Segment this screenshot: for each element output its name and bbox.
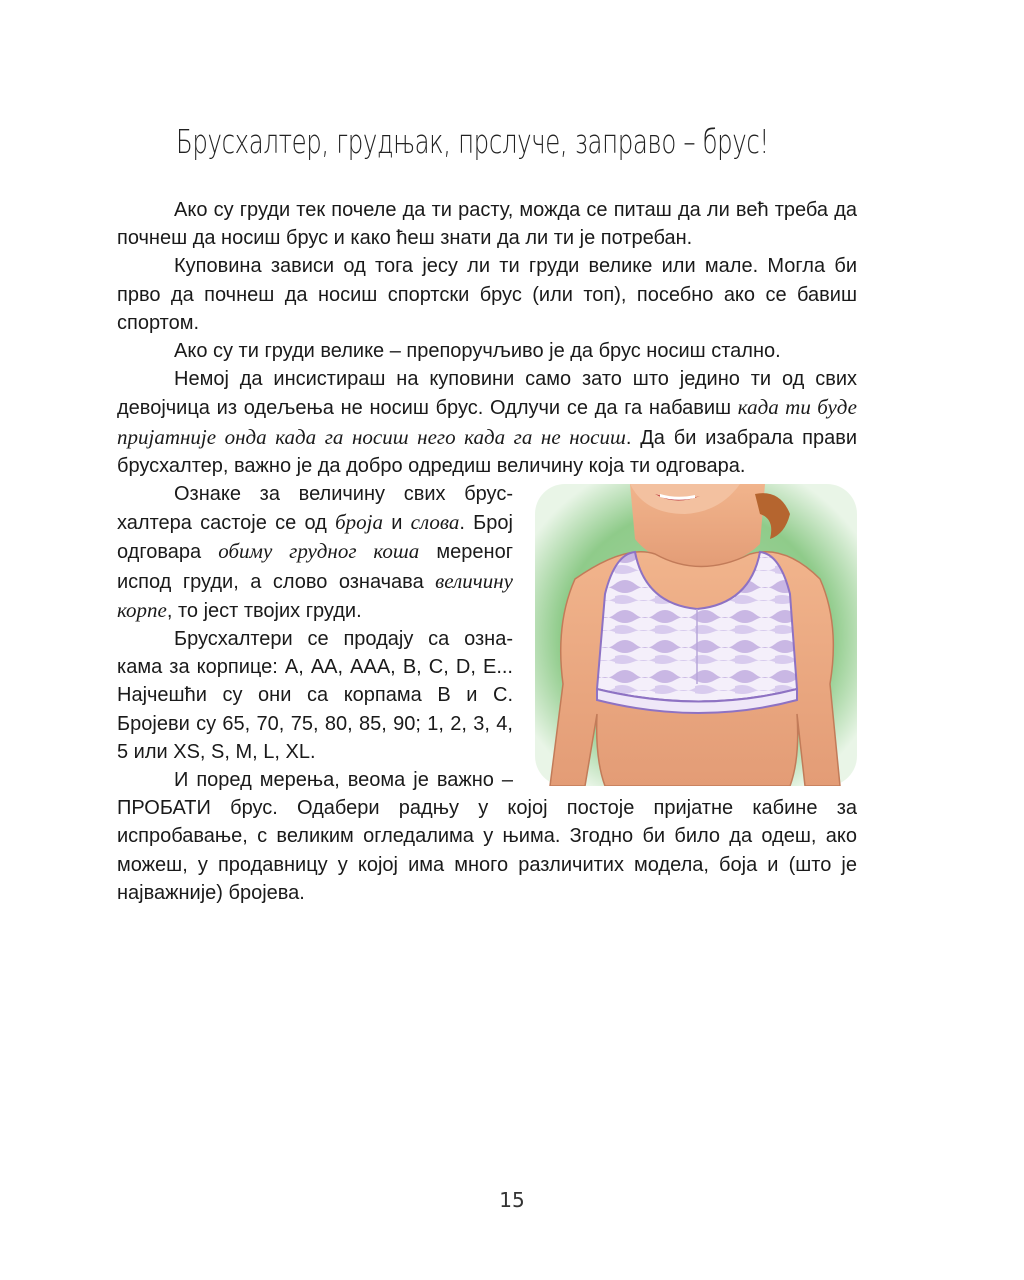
paragraph-5-emphasis-cup: величину корпе [117,568,513,622]
paragraph-5-emphasis-chest: обиму грудног коша [218,539,420,564]
bra-illustration-svg [535,484,857,786]
paragraph-2: Куповина зависи од тога јесу ли ти груди велике или мале. Могла би прво да почнеш да носиш спортски брус (или топ), посебно ако се бавиш спортом. [117,255,857,334]
paragraph-4-text-end: . Да би изабрала прави брусхалтер, важно је да добро одредиш величину која ти одговара. [117,426,857,477]
paragraph-7: И поред мерења, веома је важно – ПРОБАТИ брус. Одабери радњу у којој постоје пријатне кабине за испробавање, с великим огледалима у њима. Згодно би било да одеш, ако можеш, у продавницу у којој има много различитих модела, боја и (што је најважније) бројева. [117,769,857,904]
paragraph-4-emphasis: када ти буде пријатније онда када га носиш него када га не носиш [117,395,857,449]
paragraph-5-text-d: мереног испод груди, а слово означава [117,541,514,593]
paragraph-1: Ако су груди тек почеле да ти расту, можда се питаш да ли већ треба да почнеш да носиш брус и како ћеш знати да ли ти је потребан. [117,199,857,250]
paragraph-3: Ако су ти груди велике – препоручљиво је да брус носиш стално. [174,340,781,363]
body-text [117,196,857,907]
paragraph-4-text: Немој да инсистираш на куповини само зато што једино ти од свих девојчица из одељења не носиш брус. Одлучи се да га набавиш [117,368,857,420]
paragraph-4 [117,365,857,480]
paragraph-5-emphasis-number: броја [335,510,383,535]
sports-bra-illustration [535,484,857,786]
paragraph-5-text-c: . Број одговара [117,512,513,564]
page-number: 15 [499,1188,525,1212]
page-heading: Брусхалтер, грудњак, прслуче, заправо – брус! [176,122,769,161]
paragraph-5-text-b: и [382,512,411,535]
paragraph-5-emphasis-letter: слова [410,510,460,535]
paragraph-5-text-e: , то јест твојих груди. [166,599,362,622]
paragraph-6: Брусхалтери се продају са ознакама за корпице: А, АА, ААА, B, C, D, E... Најчешћи су они са корпама B и C. Бројеви су 65, 70, 75, 80, 85, 90; 1, 2, 3, 4, 5 или XS, S, M, L, XL. [117,628,513,763]
paragraph-5-text-a: Ознаке за величину свих брусхалтера састоје се од [117,483,513,535]
